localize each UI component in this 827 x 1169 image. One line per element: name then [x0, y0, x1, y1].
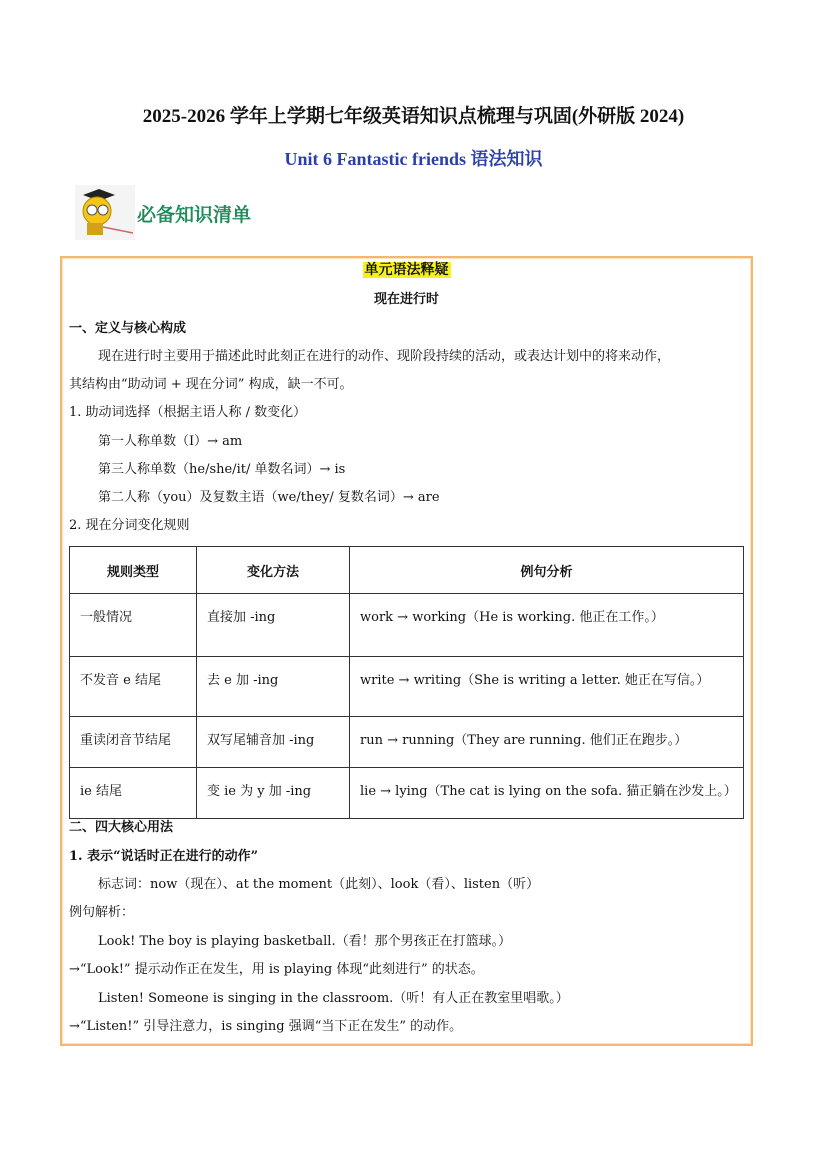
table-cell: 重读闭音节结尾	[70, 717, 197, 768]
table-cell: run → running（They are running. 他们正在跑步。）	[350, 717, 744, 768]
table-row	[70, 717, 744, 768]
example-sentence: Look! The boy is playing basketball.（看！那个男孩正在打篮球。）	[98, 934, 512, 949]
examples-label: 例句解析：	[69, 905, 135, 920]
table-header-row	[70, 547, 744, 594]
topic-heading: 现在进行时	[373, 292, 439, 307]
column-header: 例句分析	[350, 547, 744, 594]
paragraph: 其结构由“助动词 + 现在分词” 构成，缺一不可。	[69, 377, 353, 392]
table-cell: 一般情况	[70, 594, 197, 657]
table-cell: work → working（He is working. 他正在工作。）	[350, 594, 744, 657]
table-cell: 去 e 加 -ing	[197, 657, 350, 717]
box-heading: 单元语法释疑	[364, 262, 449, 278]
document-title: 2025-2026 学年上学期七年级英语知识点梳理与巩固(外研版 2024)	[142, 106, 685, 127]
table-cell: 双写尾辅音加 -ing	[197, 717, 350, 768]
point-heading: 2. 现在分词变化规则	[69, 518, 190, 533]
participle-rules-table	[69, 546, 744, 819]
example-note: →“Listen!” 引导注意力，is singing 强调“当下正在发生” 的动作。	[69, 1019, 463, 1034]
column-header: 变化方法	[197, 547, 350, 594]
table-cell: write → writing（She is writing a letter. 她正在写信。）	[350, 657, 744, 717]
scholar-mascot-icon	[75, 185, 135, 240]
document-subtitle: Unit 6 Fantastic friends 语法知识	[284, 149, 543, 169]
aux-rule: 第一人称单数（I）→ am	[98, 434, 243, 449]
point-heading: 1. 助动词选择（根据主语人称 / 数变化）	[69, 405, 307, 420]
table-row	[70, 657, 744, 717]
section-banner: 必备知识清单	[137, 204, 252, 226]
table-row	[70, 768, 744, 819]
table-cell: ie 结尾	[70, 768, 197, 819]
example-sentence: Listen! Someone is singing in the classroom.（听！有人正在教室里唱歌。）	[98, 991, 569, 1006]
signal-words: 标志词：now（现在）、at the moment（此刻）、look（看）、listen（听）	[98, 877, 540, 892]
example-note: →“Look!” 提示动作正在发生，用 is playing 体现“此刻进行” 的状态。	[69, 962, 484, 977]
grammar-box	[60, 256, 753, 1046]
aux-rule: 第三人称单数（he/she/it/ 单数名词）→ is	[98, 462, 346, 477]
section-heading: 二、四大核心用法	[69, 820, 174, 835]
table-cell: 直接加 -ing	[197, 594, 350, 657]
paragraph: 现在进行时主要用于描述此时此刻正在进行的动作、现阶段持续的活动，或表达计划中的将来动作，	[98, 349, 671, 364]
section-heading: 一、定义与核心构成	[69, 321, 187, 336]
usage-heading: 1. 表示“说话时正在进行的动作”	[69, 849, 259, 864]
column-header: 规则类型	[70, 547, 197, 594]
table-cell: lie → lying（The cat is lying on the sofa. 猫正躺在沙发上。）	[350, 768, 744, 819]
table-row	[70, 594, 744, 657]
aux-rule: 第二人称（you）及复数主语（we/they/ 复数名词）→ are	[98, 490, 440, 505]
table-cell: 不发音 e 结尾	[70, 657, 197, 717]
table-cell: 变 ie 为 y 加 -ing	[197, 768, 350, 819]
